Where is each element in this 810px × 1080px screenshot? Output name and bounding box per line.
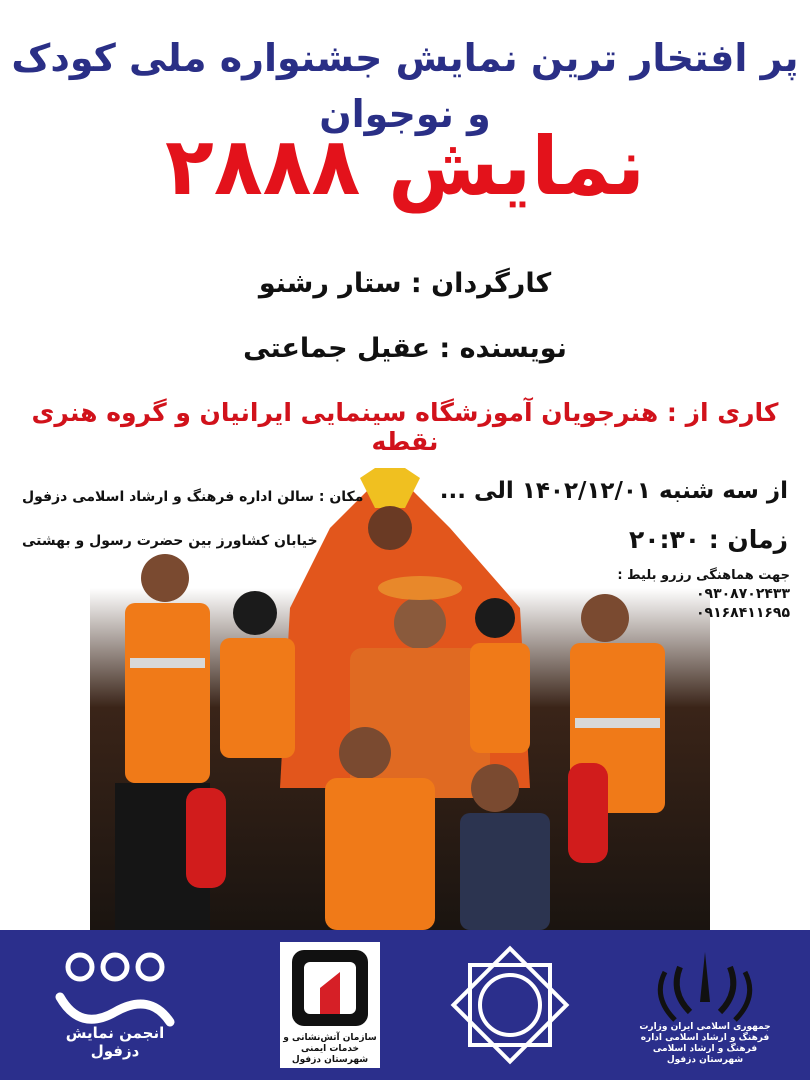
date-range: از سه شنبه ۱۴۰۲/۱۲/۰۱ الی ... (439, 478, 788, 504)
produced-by: کاری از : هنرجویان آموزشگاه سینمایی ایرانیان و گروه هنری نقطه (31, 398, 779, 456)
sponsor-footer (0, 930, 810, 1080)
director-credit: کارگردان : ستار رشنو (258, 268, 552, 299)
venue-text: مکان : سالن اداره فرهنگ و ارشاد اسلامی دزفول (22, 489, 364, 505)
ministry-name: جمهوری اسلامی ایران وزارت فرهنگ و ارشاد اسلامی اداره فرهنگ و ارشاد اسلامی شهرستان دزفول (639, 1022, 771, 1065)
fire-department-logo (280, 942, 380, 1068)
phone-number-2: ۰۹۱۶۸۴۱۱۶۹۵ (696, 605, 790, 621)
street-text: خیابان کشاورز بین حضرت رسول و بهشتی (22, 533, 318, 549)
theater-association-name: انجمن نمایش دزفول (65, 1024, 165, 1060)
tagline: پر افتخار ترین نمایش جشنواره ملی کودک و نوجوان (11, 36, 799, 136)
ministry-logo (630, 942, 780, 1068)
dezful-emblem-icon (440, 942, 580, 1068)
phone-number-1: ۰۹۳۰۸۷۰۲۴۳۳ (696, 586, 790, 602)
writer-credit: نویسنده : عقیل جماعتی (243, 333, 567, 364)
city-emblem-logo (440, 942, 580, 1068)
show-time: زمان : ۲۰:۳۰ (628, 525, 788, 554)
fire-department-name: سازمان آتش‌نشانی و خدمات ایمنی شهرستان دزفول (283, 1033, 377, 1065)
iran-emblem-icon (630, 942, 780, 1032)
fire-department-icon (280, 942, 380, 1032)
theater-association-logo (40, 942, 190, 1068)
reservation-label: جهت هماهنگی رزرو بلیط : (617, 568, 790, 583)
play-title: نمایش ۲۸۸۸ (165, 120, 645, 213)
